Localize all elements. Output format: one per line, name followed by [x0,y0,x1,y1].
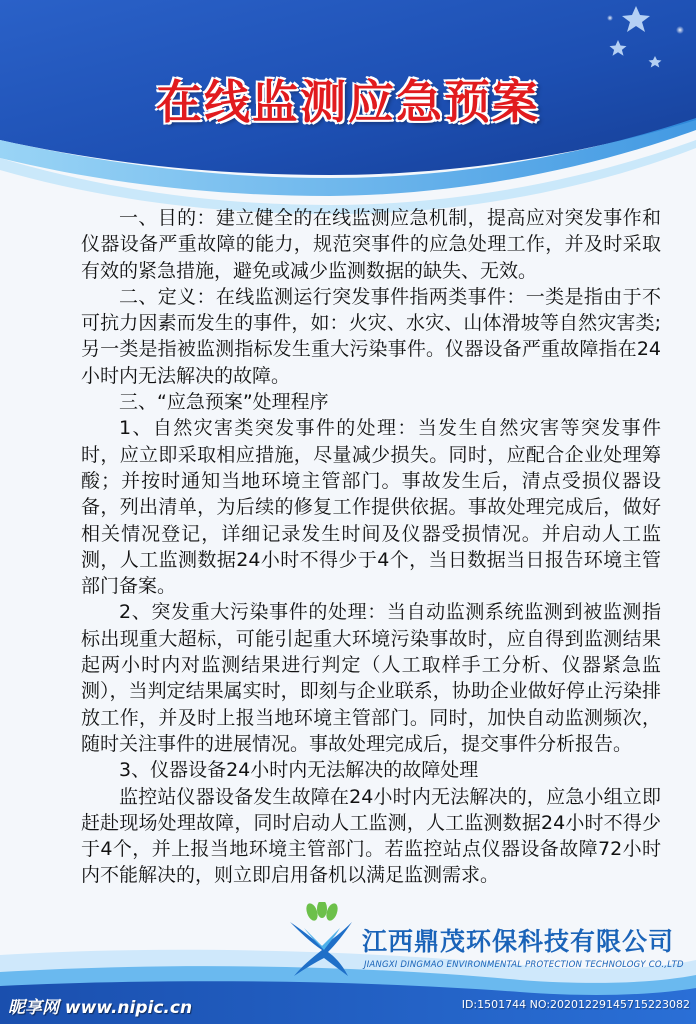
paragraph-procedure-heading: 三、“应急预案”处理程序 [119,391,329,414]
paragraph-equipment-heading: 3、仪器设备24小时内无法解决的故障处理 [119,759,479,782]
document-body [81,205,661,889]
paragraph-natural-disaster: 1、自然灾害类突发事件的处理：当发生自然灾害等突发事件时，应立即采取相应措施，尽量减少损失。同时，应配合企业处理筹酸；并按时通知当地环境主管部门。事故发生后，清点受损仪器设备，列出清单，为后续的修复工作提供依据。事故处理完成后，做好相关情况登记，详细记录发生时间及仪器受损情况。并启动人工监测，人工监测数据24小时不得少于4个，当日数据当日报告环境主管部门备案。 [81,417,661,598]
paragraph-equipment-failure: 监控站仪器设备发生故障在24小时内无法解决的，应急小组立即赶赴现场处理故障，同时启动人工监测，人工监测数据24小时不得少于4个，并上报当地环境主管部门。若监控站点仪器设备故障72小时内不能解决的，则立即启用备机以满足监测需求。 [81,785,661,887]
watermark-id: ID:1501744 NO:20201229145715223082 [461,998,690,1011]
paragraph-purpose: 一、目的：建立健全的在线监测应急机制，提高应对突发事作和仪器设备严重故障的能力，规范突事件的应急处理工作，并及时采取有效的紧急措施，避免或减少监测数据的缺失、无效。 [81,207,661,282]
page-title: 在线监测应急预案 [156,75,540,129]
company-name-en: JIANGXI DINGMAO ENVIRONMENTAL PROTECTION TECHNOLOGY CO.,LTD [364,960,684,970]
paragraph-pollution-event: 2、突发重大污染事件的处理：当自动监测系统监测到被监测指标出现重大超标，可能引起重大环境污染事故时，应自得到监测结果起两小时内对监测结果进行判定（人工取样手工分析、仪器紧急监测），当判定结果属实时，即刻与企业联系，协助企业做好停止污染排放工作，并及时上报当地环境主管部门。同时，加快自动监测频次，随时关注事件的进展情况。事故处理完成后，提交事件分析报告。 [81,601,661,755]
company-logo-icon [282,902,358,978]
company-logo-block [282,902,684,982]
paragraph-definition: 二、定义：在线监测运行突发事件指两类事件：一类是指由于不可抗力因素而发生的事件，如：火灾、水灾、山体滑坡等自然灾害类;另一类是指被监测指标发生重大污染事件。仪器设备严重故障指在24小时内无法解决的故障。 [81,285,661,387]
company-name-cn: 江西鼎茂环保科技有限公司 [362,927,675,956]
watermark-site: 昵享网 www.nipic.cn [8,998,193,1018]
